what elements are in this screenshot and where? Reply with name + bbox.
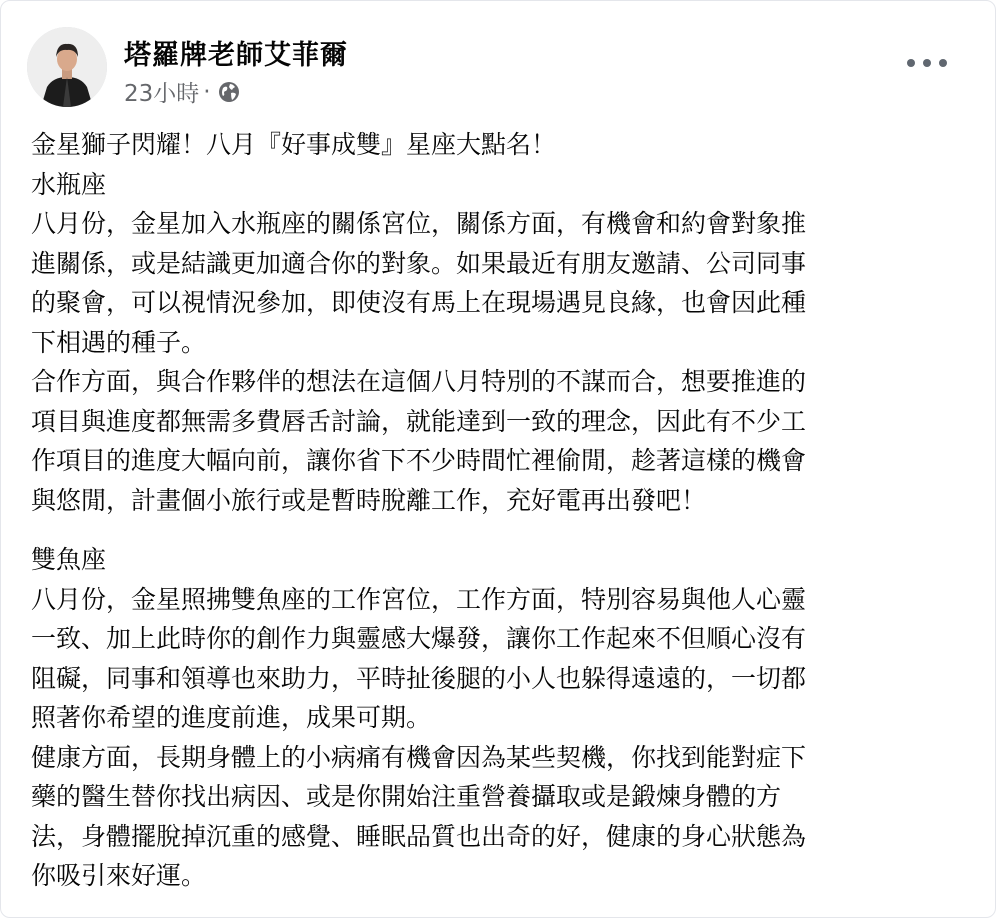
text-line: 照著你希望的進度前進，成果可期。 [31, 703, 432, 732]
text-line: 法，身體擺脫掉沉重的感覺、睡眠品質也出奇的好，健康的身心狀態為 [31, 821, 807, 851]
post-meta [124, 75, 241, 108]
section-heading-aquarius: 水瓶座 [31, 169, 107, 199]
text-line: 與悠閒，計畫個小旅行或是暫時脫離工作，充好電再出發吧！ [31, 485, 707, 515]
avatar-image [27, 27, 107, 107]
text-line: 健康方面，長期身體上的小病痛有機會因為某些契機，你找到能對症下 [31, 742, 807, 772]
post-content [31, 125, 971, 896]
text-line: 合作方面，與合作夥伴的想法在這個八月特別的不謀而合，想要推進的 [31, 367, 807, 396]
avatar[interactable] [27, 27, 107, 107]
text-line: 阻礙，同事和領導也來助力，平時扯後腿的小人也躲得遠遠的，一切都 [31, 663, 807, 693]
text-line: 八月份，金星照拂雙魚座的工作宮位，工作方面，特別容易與他人心靈 [31, 584, 807, 614]
text-line: 項目與進度都無需多費唇舌討論，就能達到一致的理念，因此有不少工 [31, 406, 807, 436]
post-title: 金星獅子閃耀！八月『好事成雙』星座大點名！ [31, 130, 557, 159]
text-line: 藥的醫生替你找出病因、或是你開始注重營養攝取或是鍛煉身體的方 [31, 782, 782, 811]
post-header [27, 27, 975, 109]
globe-icon[interactable] [217, 80, 241, 104]
meta-separator: · [203, 78, 211, 105]
more-options-icon[interactable] [907, 51, 947, 75]
author-name[interactable]: 塔羅牌老師艾菲爾 [124, 40, 348, 71]
paragraph-gap [31, 520, 971, 540]
text-line: 你吸引來好運。 [31, 861, 207, 890]
text-line: 一致、加上此時你的創作力與靈感大爆發，讓你工作起來不但順心沒有 [31, 624, 807, 653]
text-line: 的聚會，可以視情況參加，即使沒有馬上在現場遇見良緣，也會因此種 [31, 288, 807, 317]
section-heading-pisces: 雙魚座 [31, 545, 107, 574]
text-line: 八月份，金星加入水瓶座的關係宮位，關係方面，有機會和約會對象推 [31, 209, 807, 238]
post-timestamp[interactable]: 23小時 [124, 81, 200, 107]
text-line: 進關係，或是結識更加適合你的對象。如果最近有朋友邀請、公司同事 [31, 248, 807, 278]
text-line: 下相遇的種子。 [31, 327, 207, 357]
text-line: 作項目的進度大幅向前，讓你省下不少時間忙裡偷閒，趁著這樣的機會 [31, 446, 807, 475]
